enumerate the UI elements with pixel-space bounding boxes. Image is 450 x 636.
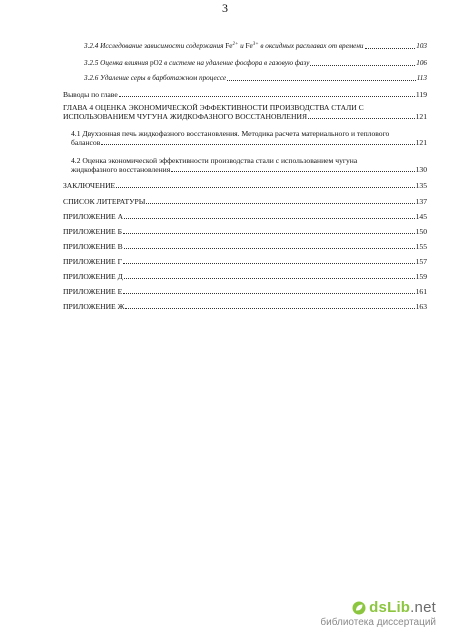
toc-entry-title: ПРИЛОЖЕНИЕ В bbox=[63, 242, 123, 251]
toc-entry-appendix-a[interactable] bbox=[63, 212, 427, 221]
toc-entry-title: ПРИЛОЖЕНИЕ Ж bbox=[63, 302, 125, 311]
toc-entry-title: ГЛАВА 4 ОЦЕНКА ЭКОНОМИЧЕСКОЙ ЭФФЕКТИВНОСТИ ПРОИЗВОДСТВА СТАЛИ С bbox=[63, 103, 364, 112]
dot-leader bbox=[101, 144, 414, 145]
toc-entry-title: ЗАКЛЮЧЕНИЕ bbox=[63, 181, 116, 190]
toc-entry-appendix-v[interactable] bbox=[63, 242, 427, 251]
dot-leader bbox=[123, 293, 414, 294]
dot-leader bbox=[365, 48, 416, 49]
toc-entry-title: 3.2.4 Исследование зависимости содержания $Fe^{2+}$ и $Fe^{3+}$ в оксидных расплавах от времени bbox=[84, 42, 364, 50]
toc-page-number: 145 bbox=[415, 212, 427, 221]
toc-page-number: 106 bbox=[416, 59, 427, 67]
toc-entry-title-cont: ИСПОЛЬЗОВАНИЕМ ЧУГУНА ЖИДКОФАЗНОГО ВОССТАНОВЛЕНИЯ bbox=[63, 112, 308, 121]
dot-leader bbox=[125, 308, 414, 309]
toc-page-number: 161 bbox=[415, 287, 427, 296]
dot-leader bbox=[116, 187, 414, 188]
toc-page-number: 121 bbox=[415, 138, 427, 147]
toc-entry-title: СПИСОК ЛИТЕРАТУРЫ bbox=[63, 197, 146, 206]
toc-page-number: 150 bbox=[415, 227, 427, 236]
toc-entry-title: ПРИЛОЖЕНИЕ Д bbox=[63, 272, 123, 281]
toc-entry-3-2-6[interactable] bbox=[84, 74, 427, 83]
toc-entry-3-2-5[interactable] bbox=[84, 59, 427, 68]
toc-entry-title: ПРИЛОЖЕНИЕ Г bbox=[63, 257, 122, 266]
toc-entry-title-cont: балансов bbox=[71, 138, 101, 147]
toc-entry-conclusion[interactable] bbox=[63, 181, 427, 190]
dot-leader bbox=[123, 233, 415, 234]
dot-leader bbox=[171, 171, 414, 172]
toc-entry-appendix-g[interactable] bbox=[63, 257, 427, 266]
dot-leader bbox=[124, 248, 415, 249]
toc-page-number: 135 bbox=[415, 181, 427, 190]
dot-leader bbox=[124, 278, 415, 279]
leaf-icon bbox=[352, 601, 366, 615]
toc-page-number: 159 bbox=[415, 272, 427, 281]
watermark-caption: библиотека диссертаций bbox=[320, 617, 436, 628]
dot-leader bbox=[227, 80, 416, 81]
watermark-brand: dsLib.net bbox=[369, 599, 436, 616]
toc-page-number: 113 bbox=[416, 74, 427, 82]
watermark bbox=[320, 599, 436, 628]
toc-entry-title: 4.1 Двухзонная печь жидкофазного восстановления. Методика расчета материального и теплового bbox=[71, 129, 390, 138]
toc-page-number: 119 bbox=[415, 90, 427, 99]
toc-entry-title: Выводы по главе bbox=[63, 90, 118, 99]
toc-entry-conclusions[interactable] bbox=[63, 90, 427, 99]
toc-entry-references[interactable] bbox=[63, 197, 427, 206]
toc-entry-chapter-4[interactable] bbox=[63, 103, 427, 121]
toc-page-number: 121 bbox=[415, 112, 427, 121]
toc-entry-appendix-zh[interactable] bbox=[63, 302, 427, 311]
dot-leader bbox=[123, 263, 415, 264]
page-number: 3 bbox=[222, 1, 228, 15]
toc-entry-appendix-e[interactable] bbox=[63, 287, 427, 296]
toc-page-number: 130 bbox=[415, 165, 427, 174]
toc-entry-title: 3.2.6 Удаление серы в барботажном процессе bbox=[84, 74, 227, 82]
toc-entry-title-cont: жидкофазного восстановления bbox=[71, 165, 171, 174]
dot-leader bbox=[308, 118, 415, 119]
toc-page-number: 137 bbox=[415, 197, 427, 206]
toc-entry-title: ПРИЛОЖЕНИЕ А bbox=[63, 212, 124, 221]
toc-entry-3-2-4[interactable] bbox=[84, 42, 427, 51]
watermark-logo bbox=[320, 599, 436, 616]
dot-leader bbox=[310, 65, 415, 66]
dot-leader bbox=[119, 96, 415, 97]
dot-leader bbox=[146, 203, 414, 204]
toc-entry-title: ПРИЛОЖЕНИЕ Б bbox=[63, 227, 122, 236]
toc-entry-appendix-b[interactable] bbox=[63, 227, 427, 236]
toc-entry-title: 4.2 Оценка экономической эффективности производства стали с использованием чугуна bbox=[71, 156, 358, 165]
toc-page-number: 103 bbox=[416, 42, 427, 50]
toc-page-number: 163 bbox=[415, 302, 427, 311]
toc-page-number: 155 bbox=[415, 242, 427, 251]
toc-entry-appendix-d[interactable] bbox=[63, 272, 427, 281]
toc-page-number: 157 bbox=[415, 257, 427, 266]
toc-entry-4-2[interactable] bbox=[71, 156, 427, 174]
dot-leader bbox=[124, 218, 415, 219]
toc-entry-4-1[interactable] bbox=[71, 129, 427, 147]
toc-entry-title: ПРИЛОЖЕНИЕ Е bbox=[63, 287, 123, 296]
toc-entry-title: 3.2.5 Оценка влияния pO2 в системе на удаление фосфора в газовую фазу bbox=[84, 59, 310, 67]
